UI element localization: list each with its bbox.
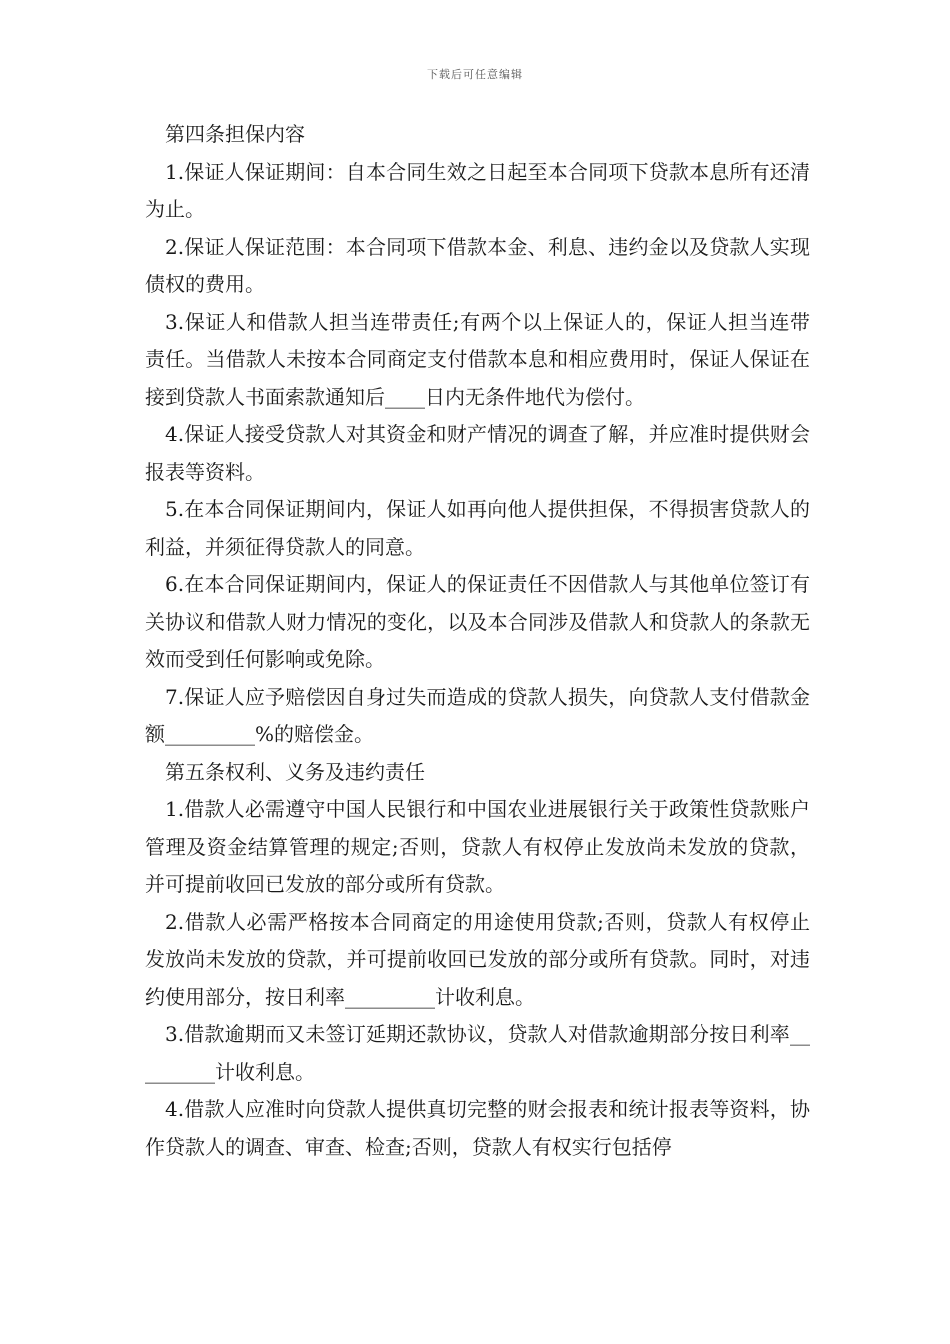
clause-4-7: 7.保证人应予赔偿因自身过失而造成的贷款人损失，向贷款人支付借款金额_________%的赔偿金。 — [145, 684, 810, 746]
clause-4-5: 5.在本合同保证期间内，保证人如再向他人提供担保，不得损害贷款人的利益，并须征得贷款人的同意。 — [145, 497, 810, 559]
clause-4-4: 4.保证人接受贷款人对其资金和财产情况的调查了解，并应准时提供财会报表等资料。 — [145, 422, 810, 484]
clause-5-3: 3.借款逾期而又未签订延期还款协议，贷款人对借款逾期部分按日利率_________计收利息。 — [145, 1022, 810, 1084]
section-heading-4: 第四条担保内容 — [165, 122, 305, 146]
clause-4-1: 1.保证人保证期间：自本合同生效之日起至本合同项下贷款本息所有还清为止。 — [145, 159, 810, 221]
clause-5-4: 4.借款人应准时向贷款人提供真切完整的财会报表和统计报表等资料，协作贷款人的调查、审查、检查;否则，贷款人有权实行包括停 — [145, 1097, 810, 1159]
document-body — [145, 116, 810, 1166]
clause-5-1: 1.借款人必需遵守中国人民银行和中国农业进展银行关于政策性贷款账户管理及资金结算管理的规定;否则，贷款人有权停止发放尚未发放的贷款，并可提前收回已发放的部分或所有贷款。 — [145, 797, 810, 896]
clause-4-6: 6.在本合同保证期间内，保证人的保证责任不因借款人与其他单位签订有关协议和借款人财力情况的变化，以及本合同涉及借款人和贷款人的条款无效而受到任何影响或免除。 — [145, 572, 810, 671]
clause-4-3: 3.保证人和借款人担当连带责任;有两个以上保证人的，保证人担当连带责任。当借款人未按本合同商定支付借款本息和相应费用时，保证人保证在接到贷款人书面索款通知后____日内无条件地代为偿付。 — [145, 309, 810, 409]
section-heading-5: 第五条权利、义务及违约责任 — [165, 759, 425, 784]
clause-5-2: 2.借款人必需严格按本合同商定的用途使用贷款;否则，贷款人有权停止发放尚未发放的贷款，并可提前收回已发放的部分或所有贷款。同时，对违约使用部分，按日利率_________计收利息。 — [145, 909, 810, 1009]
page-header: 下载后可任意编辑 — [427, 68, 523, 81]
clause-4-2: 2.保证人保证范围：本合同项下借款本金、利息、违约金以及贷款人实现债权的费用。 — [145, 234, 810, 296]
